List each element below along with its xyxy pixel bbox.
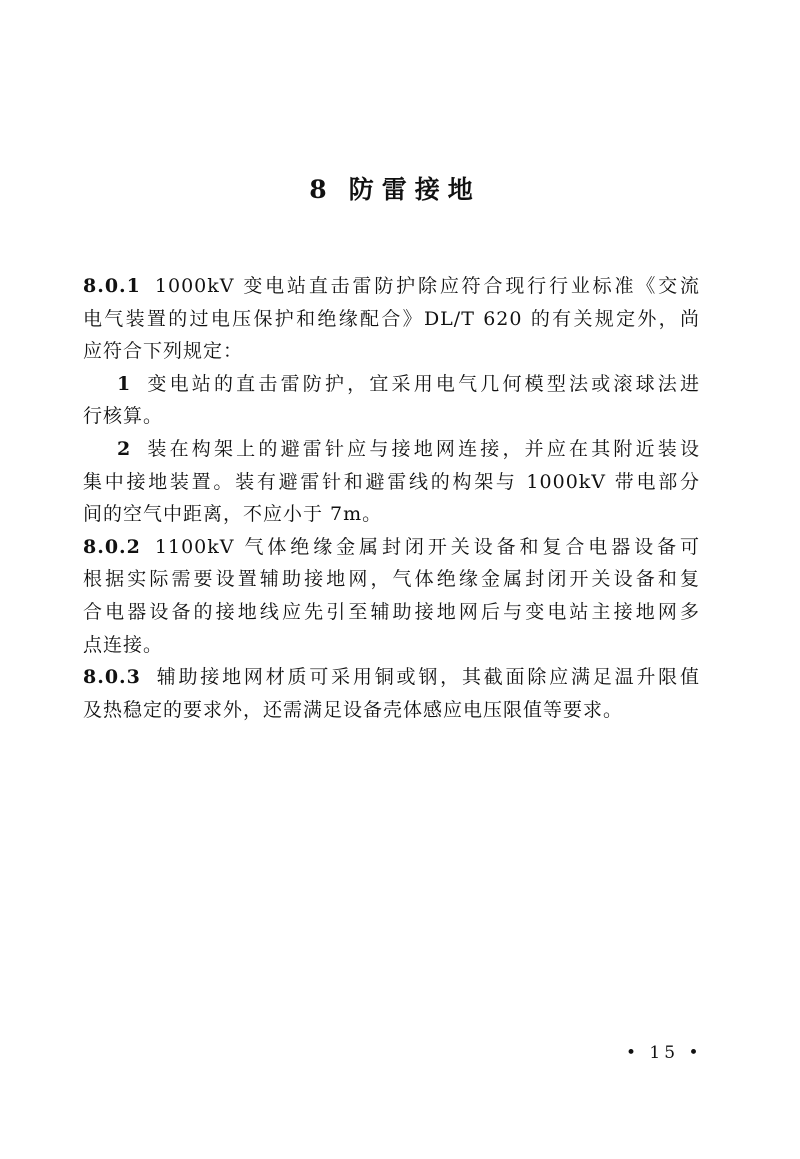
text-line: 合电器设备的接地线应先引至辅助接地网后与变电站主接地网多 [83, 600, 700, 623]
text-line: 间的空气中距离，不应小于 7m。 [83, 503, 383, 526]
text-line: 应符合下列规定： [83, 340, 244, 363]
text-line: 根据实际需要设置辅助接地网，气体绝缘金属封闭开关设备和复 [83, 568, 700, 591]
text-line: 行核算。 [83, 405, 164, 428]
text: 1000kV 变电站直击雷防护除应符合现行行业标准《交流 [154, 275, 700, 297]
clause-number: 8.0.2 [83, 535, 141, 558]
text: 装在构架上的避雷针应与接地网连接，并应在其附近装设 [145, 437, 700, 460]
chapter-title: 防雷接地 [348, 175, 481, 204]
text-line: 点连接。 [83, 633, 164, 656]
chapter-number: 8 [309, 175, 335, 204]
chapter-heading [0, 170, 790, 206]
item-number: 1 [117, 372, 132, 395]
clause-8-0-2-line [83, 531, 700, 564]
item-1-line [83, 368, 700, 401]
text: 1100kV 气体绝缘金属封闭开关设备和复合电器设备可 [154, 535, 700, 558]
text: 辅助接地网材质可采用铜或钢，其截面除应满足温升限值 [154, 666, 700, 689]
clause-number: 8.0.3 [83, 666, 141, 689]
item-2-line [83, 433, 700, 466]
page-number: • 15 • [626, 1043, 703, 1063]
text-line: 集中接地装置。装有避雷针和避雷线的构架与 1000kV 带电部分 [83, 470, 700, 493]
clause-8-0-1-line [83, 270, 700, 303]
document-body [83, 270, 700, 726]
clause-number: 8.0.1 [83, 275, 141, 297]
item-number: 2 [117, 437, 132, 460]
clause-8-0-3-line [83, 661, 700, 694]
text-line: 及热稳定的要求外，还需满足设备壳体感应电压限值等要求。 [83, 698, 624, 721]
text: 变电站的直击雷防护，宜采用电气几何模型法或滚球法进 [145, 372, 700, 395]
text-line: 电气装置的过电压保护和绝缘配合》DL/T 620 的有关规定外，尚 [83, 307, 700, 330]
